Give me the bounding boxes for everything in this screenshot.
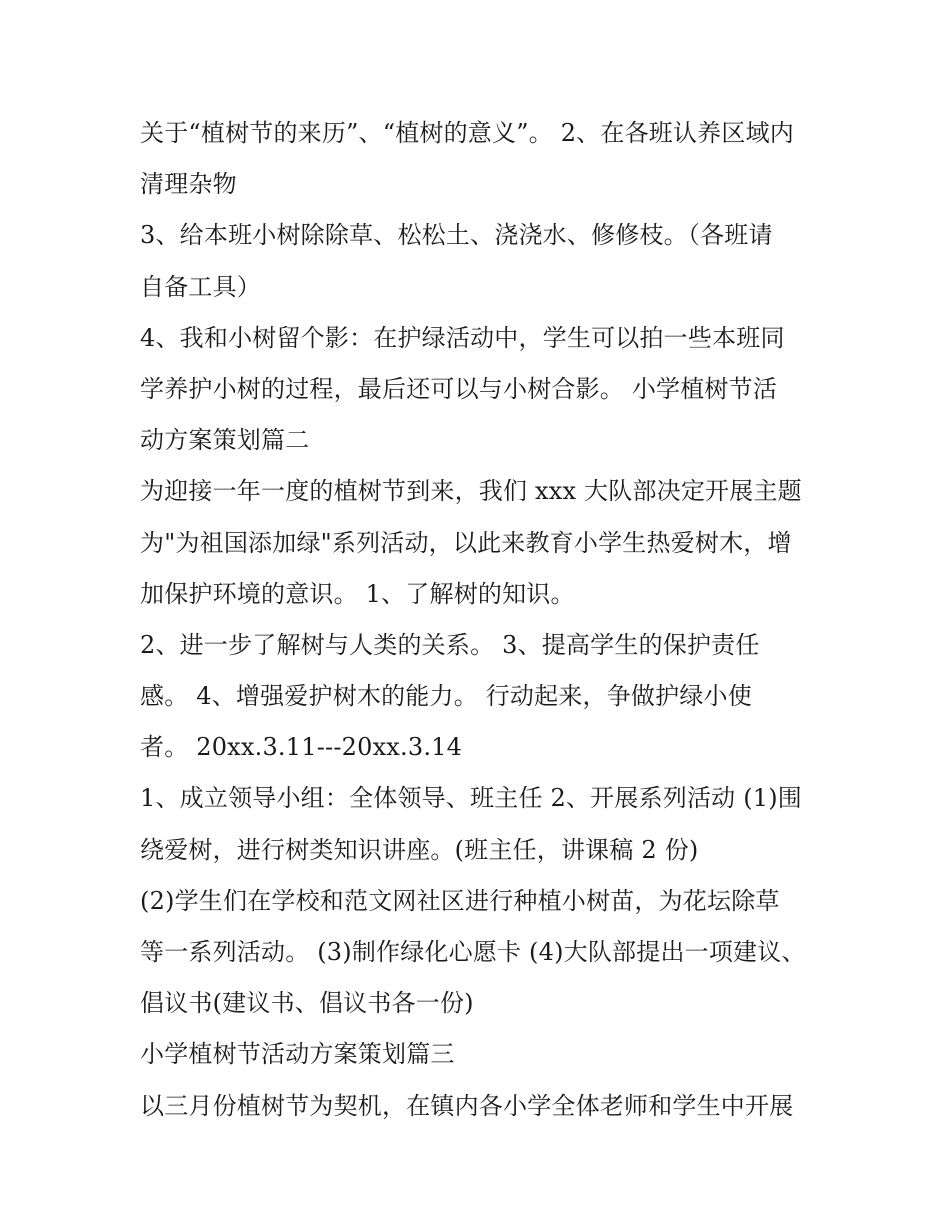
text-line: 等一系列活动。 (3)制作绿化心愿卡 (4)大队部提出一项建议、 (140, 938, 806, 966)
text-line: 感。 4、增强爱护树木的能力。 行动起来，争做护绿小使 (140, 682, 752, 711)
text-line: 学养护小树的过程，最后还可以与小树合影。 小学植树节活 (140, 374, 778, 403)
document-body (140, 108, 830, 1132)
text-line: 者。 20xx.3.11---20xx.3.14 (140, 733, 463, 762)
text-line: (2)学生们在学校和范文网社区进行种植小树苗，为花坛除草 (140, 886, 780, 915)
text-line: 1、成立领导小组：全体领导、班主任 2、开展系列活动 (1)围 (140, 784, 802, 813)
text-line: 3、给本班小树除除草、松松土、浇浇水、修修枝。（各班请 (140, 221, 773, 250)
text-line: 绕爱树，进行树类知识讲座。(班主任，讲课稿 2 份) (140, 835, 699, 864)
text-line: 4、我和小树留个影：在护绿活动中，学生可以拍一些本班同 (140, 323, 785, 352)
text-line: 为"为祖国添加绿"系列活动，以此来教育小学生热爱树木，增 (140, 528, 792, 557)
section-heading: 动方案策划篇二 (140, 426, 310, 455)
text-line: 清理杂物 (140, 170, 237, 199)
text-line: 加保护环境的意识。 1、了解树的知识。 (140, 579, 575, 608)
text-line: 以三月份植树节为契机，在镇内各小学全体老师和学生中开展 (140, 1091, 794, 1120)
text-line: 关于“植树节的来历”、“植树的意义”。 2、在各班认养区域内 (140, 119, 794, 147)
text-line: 2、进一步了解树与人类的关系。 3、提高学生的保护责任 (140, 630, 760, 659)
text-line: 为迎接一年一度的植树节到来，我们 xxx 大队部决定开展主题 (140, 477, 802, 506)
text-line: 倡议书(建议书、倡议书各一份) (140, 989, 474, 1018)
section-heading: 小学植树节活动方案策划篇三 (140, 1040, 455, 1069)
text-line: 自备工具） (140, 272, 261, 301)
